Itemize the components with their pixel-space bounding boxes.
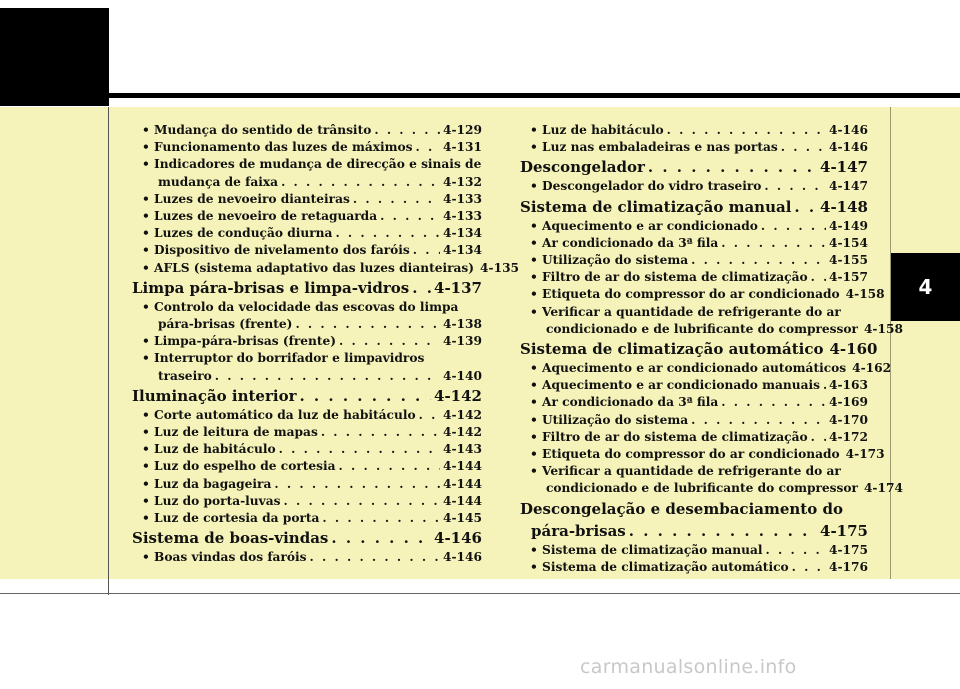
page-number: 4-146 xyxy=(434,529,482,548)
entry-label: • Luz da bagageira xyxy=(142,476,272,491)
dot-leader xyxy=(823,377,826,394)
dot-leader xyxy=(794,196,817,218)
toc-entry[interactable] xyxy=(132,333,482,350)
footer-rule xyxy=(0,593,960,594)
toc-entry-line: • Interruptor do borrifador e limpavidros xyxy=(142,351,425,366)
entry-label: pára-brisas (frente) xyxy=(158,317,293,332)
toc-entry[interactable] xyxy=(520,542,868,559)
toc-entry[interactable] xyxy=(132,242,482,259)
page-number: 4-147 xyxy=(829,179,868,194)
entry-label: • Boas vindas dos faróis xyxy=(142,550,307,565)
entry-label: • Aquecimento e ar condicionado manuais xyxy=(530,378,821,393)
entry-label: • Ar condicionado da 3ª fila xyxy=(530,395,719,410)
entry-label: • Luz do porta-luvas xyxy=(142,493,281,508)
right-margin-line xyxy=(890,107,891,579)
page-number: 4-163 xyxy=(829,378,868,393)
dot-leader xyxy=(299,385,431,407)
dot-leader xyxy=(374,122,440,139)
page-number: 4-144 xyxy=(443,476,482,491)
toc-entry[interactable] xyxy=(520,480,903,497)
toc-entry[interactable] xyxy=(132,225,482,242)
header-black-block xyxy=(0,8,109,106)
entry-label: • Mudança do sentido de trânsito xyxy=(142,123,372,137)
dot-leader xyxy=(811,429,826,446)
entry-label: • AFLS (sistema adaptativo das luzes dianteiras) xyxy=(142,260,475,275)
dot-leader xyxy=(339,458,440,475)
toc-entry[interactable] xyxy=(520,412,868,429)
toc-entry[interactable] xyxy=(132,407,482,424)
dot-leader xyxy=(721,235,826,252)
toc-entry[interactable] xyxy=(520,235,868,252)
page-number: 4-133 xyxy=(443,209,482,224)
toc-entry[interactable] xyxy=(132,368,482,385)
toc-entry-line: • Verificar a quantidade de refrigerante do ar xyxy=(530,464,841,479)
page-number: 4-131 xyxy=(443,140,482,155)
entry-label: • Luz de habitáculo xyxy=(142,442,276,457)
entry-label: • Luz do espelho de cortesia xyxy=(142,459,336,474)
page-number: 4-134 xyxy=(443,243,482,258)
page-number: 4-175 xyxy=(829,542,868,557)
toc-column-right xyxy=(520,122,903,576)
dot-leader xyxy=(310,549,441,566)
page-number: 4-138 xyxy=(443,317,482,332)
watermark: carmanualsonline.info xyxy=(580,656,797,678)
toc-section-heading[interactable] xyxy=(132,527,482,549)
toc-entry[interactable] xyxy=(520,218,868,235)
dot-leader xyxy=(215,368,440,385)
page-number: 4-133 xyxy=(443,191,482,206)
dot-leader xyxy=(321,424,440,441)
dot-leader xyxy=(380,208,440,225)
toc-entry[interactable] xyxy=(520,139,868,156)
dot-leader xyxy=(691,412,826,429)
toc-section-heading[interactable] xyxy=(520,520,868,542)
page-number: 4-140 xyxy=(443,368,482,383)
toc-entry[interactable] xyxy=(132,476,482,493)
toc-entry[interactable] xyxy=(520,321,903,338)
toc-entry[interactable] xyxy=(520,286,885,303)
page-number: 4-146 xyxy=(443,550,482,565)
page-number: 4-173 xyxy=(845,447,885,462)
toc-entry[interactable] xyxy=(520,446,885,463)
page-number: 4-132 xyxy=(443,174,482,189)
dot-leader xyxy=(721,394,826,411)
page-number: 4-142 xyxy=(434,386,482,405)
entry-label: • Etiqueta do compressor do ar condicionado xyxy=(530,287,840,302)
entry-label: • Dispositivo de nivelamento dos faróis xyxy=(142,243,410,258)
page-number: 4-176 xyxy=(829,559,868,574)
page-number: 4-162 xyxy=(852,361,892,376)
page-number: 4-146 xyxy=(829,123,868,137)
dot-leader xyxy=(811,269,826,286)
toc-entry[interactable] xyxy=(520,122,868,139)
entry-label: • Sistema de climatização automático xyxy=(530,559,789,574)
toc-entry[interactable] xyxy=(132,208,482,225)
page-number: 4-134 xyxy=(443,226,482,241)
toc-entry-line: • Indicadores de mudança de direcção e sinais de xyxy=(142,157,482,172)
toc-section-heading[interactable] xyxy=(520,338,878,360)
dot-leader xyxy=(339,333,440,350)
entry-label: condicionado e de lubrificante do compressor xyxy=(546,481,858,496)
entry-label: • Descongelador do vidro traseiro xyxy=(530,179,762,194)
section-title: Sistema de climatização automático xyxy=(520,340,824,359)
page-number: 4-137 xyxy=(434,278,482,297)
dot-leader xyxy=(413,242,440,259)
dot-leader xyxy=(764,178,826,195)
dot-leader xyxy=(284,493,441,510)
page-number: 4-158 xyxy=(845,287,885,302)
entry-label: mudança de faixa xyxy=(158,174,279,189)
toc-entry[interactable] xyxy=(132,139,482,156)
dot-leader xyxy=(766,542,826,559)
dot-leader xyxy=(322,510,440,527)
toc-entry[interactable] xyxy=(132,191,482,208)
entry-label: • Filtro de ar do sistema de climatização xyxy=(530,429,808,444)
toc-entry[interactable] xyxy=(132,316,482,333)
chapter-tab[interactable]: 4 xyxy=(891,253,960,321)
page-number: 4-169 xyxy=(829,395,868,410)
page-number: 4-170 xyxy=(829,412,868,427)
toc-section-heading-line: Descongelação e desembaciamento do xyxy=(520,499,843,518)
dot-leader xyxy=(274,476,440,493)
toc-entry-line: • Controlo da velocidade das escovas do limpa xyxy=(142,299,459,314)
toc-entry-line: • Verificar a quantidade de refrigerante do ar xyxy=(530,304,841,319)
dot-leader xyxy=(691,252,826,269)
dot-leader xyxy=(792,559,826,576)
toc-column-left xyxy=(132,122,520,566)
toc-section-heading[interactable] xyxy=(132,277,482,299)
dot-leader xyxy=(295,316,440,333)
dot-leader xyxy=(281,174,440,191)
page-number: 4-147 xyxy=(820,158,868,177)
entry-label: • Luz de leitura de mapas xyxy=(142,425,318,440)
toc-entry[interactable] xyxy=(132,441,482,458)
dot-leader xyxy=(629,520,817,542)
toc-entry[interactable] xyxy=(520,252,868,269)
entry-label: • Luzes de condução diurna xyxy=(142,226,333,241)
entry-label: • Etiqueta do compressor do ar condicionado xyxy=(530,447,840,462)
page-number: 4-129 xyxy=(443,123,482,137)
toc-entry[interactable] xyxy=(132,510,482,527)
section-title: Iluminação interior xyxy=(132,386,297,405)
page-number: 4-155 xyxy=(829,253,868,268)
dot-leader xyxy=(416,139,440,156)
left-margin-line xyxy=(108,107,109,595)
entry-label: • Luzes de nevoeiro de retaguarda xyxy=(142,209,378,224)
page-number: 4-172 xyxy=(829,429,868,444)
toc-entry[interactable] xyxy=(520,377,868,394)
dot-leader xyxy=(412,277,431,299)
entry-label: • Ar condicionado da 3ª fila xyxy=(530,235,719,250)
toc-entry[interactable] xyxy=(520,429,868,446)
dot-leader xyxy=(331,527,431,549)
entry-label: traseiro xyxy=(158,368,212,383)
page-number: 4-157 xyxy=(829,270,868,285)
page-number: 4-144 xyxy=(443,459,482,474)
dot-leader xyxy=(353,191,440,208)
section-title: Sistema de boas-vindas xyxy=(132,529,329,548)
dot-leader xyxy=(667,122,826,139)
toc-entry[interactable] xyxy=(520,559,868,576)
page-number: 4-142 xyxy=(443,407,482,422)
page-number: 4-174 xyxy=(863,481,903,496)
dot-leader xyxy=(419,407,440,424)
entry-label: • Limpa-pára-brisas (frente) xyxy=(142,334,337,349)
page-number: 4-154 xyxy=(829,235,868,250)
entry-label: • Utilização do sistema xyxy=(530,253,689,268)
dot-leader xyxy=(761,218,826,235)
entry-label: • Sistema de climatização manual xyxy=(530,542,763,557)
dot-leader xyxy=(279,441,440,458)
toc-entry[interactable] xyxy=(132,424,482,441)
toc-entry[interactable] xyxy=(132,122,482,139)
entry-label: • Filtro de ar do sistema de climatização xyxy=(530,270,808,285)
toc-entry[interactable] xyxy=(520,360,892,377)
toc-entry[interactable] xyxy=(520,269,868,286)
page-number: 4-139 xyxy=(443,334,482,349)
entry-label: • Luz de habitáculo xyxy=(530,123,664,137)
page-number: 4-135 xyxy=(480,260,520,275)
page-number: 4-143 xyxy=(443,442,482,457)
page-number: 4-175 xyxy=(820,521,868,540)
page-number: 4-149 xyxy=(829,218,868,233)
entry-label: • Luz nas embaladeiras e nas portas xyxy=(530,140,778,155)
entry-label: • Aquecimento e ar condicionado xyxy=(530,218,758,233)
toc-entry[interactable] xyxy=(132,174,482,191)
page-number: 4-148 xyxy=(820,197,868,216)
section-title: Limpa pára-brisas e limpa-vidros xyxy=(132,278,410,297)
entry-label: condicionado e de lubrificante do compressor xyxy=(546,321,858,336)
entry-label: • Corte automático da luz de habitáculo xyxy=(142,407,416,422)
toc-section-heading[interactable] xyxy=(520,196,868,218)
section-title: Sistema de climatização manual xyxy=(520,197,792,216)
dot-leader xyxy=(335,225,440,242)
page-number: 4-160 xyxy=(829,340,878,359)
entry-label: • Luzes de nevoeiro dianteiras xyxy=(142,191,350,206)
entry-label: • Utilização do sistema xyxy=(530,412,689,427)
page-number: 4-145 xyxy=(443,511,482,526)
entry-label: • Luz de cortesia da porta xyxy=(142,511,320,526)
header-rule xyxy=(109,93,960,98)
page-number: 4-144 xyxy=(443,493,482,508)
dot-leader xyxy=(781,139,826,156)
page-number: 4-142 xyxy=(443,425,482,440)
toc-entry[interactable] xyxy=(132,458,482,475)
toc-entry[interactable] xyxy=(132,260,520,277)
page-number: 4-158 xyxy=(863,321,903,336)
toc-section-heading[interactable] xyxy=(520,156,868,178)
toc-entry[interactable] xyxy=(520,394,868,411)
section-title: pára-brisas xyxy=(531,521,626,540)
page-number: 4-146 xyxy=(829,140,868,155)
entry-label: • Aquecimento e ar condicionado automáticos xyxy=(530,361,847,376)
section-title: Descongelador xyxy=(520,158,645,177)
entry-label: • Funcionamento das luzes de máximos xyxy=(142,140,413,155)
toc-entry[interactable] xyxy=(132,493,482,510)
toc-entry[interactable] xyxy=(132,549,482,566)
toc-section-heading[interactable] xyxy=(132,385,482,407)
toc-entry[interactable] xyxy=(520,178,868,195)
dot-leader xyxy=(648,156,817,178)
